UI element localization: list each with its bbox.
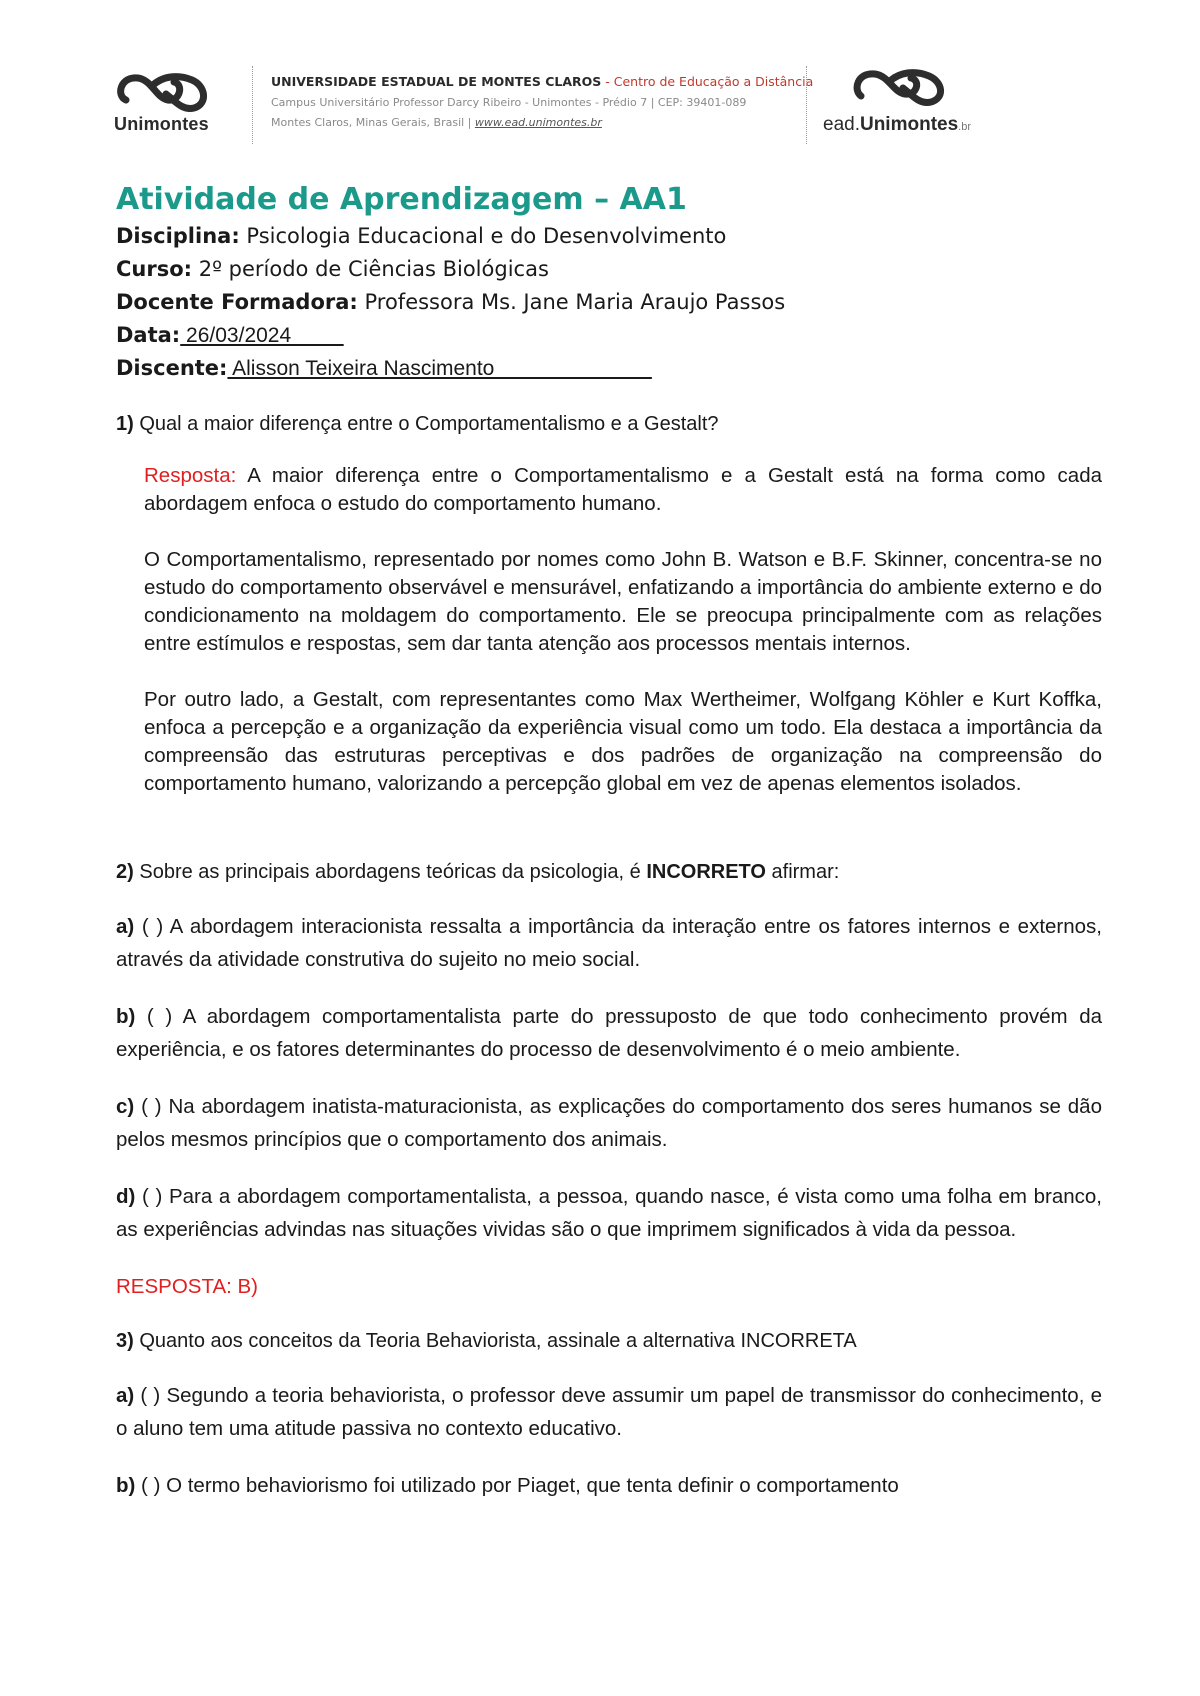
question-3: 3) Quanto aos conceitos da Teoria Behaviorista, assinale a alternativa INCORRETA (116, 1330, 857, 1352)
meta-data: Data: 26/03/2024 (116, 323, 344, 347)
unimontes-logo (112, 70, 232, 138)
document-header (0, 0, 1200, 160)
page-title: Atividade de Aprendizagem – AA1 (116, 182, 687, 217)
answer-1-paragraph-3: Por outro lado, a Gestalt, com representantes como Max Wertheimer, Wolfgang Köhler e Kurt Koffka, enfoca a percepção e a organização da experiência visual como um todo. Ela destaca a importância da compreensão das estruturas perceptivas e dos padrões de organização na compreensão do comportamento humano, valorizando a percepção global em vez de apenas elementos isolados. (144, 688, 1102, 795)
answer-label: Resposta: (144, 464, 237, 487)
ead-suffix: .br (958, 121, 972, 133)
meta-discente: Discente: Alisson Teixeira Nascimento (116, 356, 652, 380)
ead-unimontes-logo (823, 66, 983, 146)
university-name: UNIVERSIDADE ESTADUAL DE MONTES CLAROS (271, 74, 602, 89)
question-2: 2) Sobre as principais abordagens teóricas da psicologia, é INCORRETO afirmar: (116, 861, 840, 883)
left-logo-text: Unimontes (114, 114, 209, 134)
ead-prefix: ead. (823, 114, 860, 135)
header-divider-right (806, 66, 807, 144)
campus-address: Campus Universitário Professor Darcy Ribeiro - Unimontes - Prédio 7 | CEP: 39401-089 (271, 96, 747, 109)
question-2-option-c: c) ( ) Na abordagem inatista-maturacionista, as explicações do comportamento dos seres humanos se dão pelos mesmos princípios que o comportamento dos animais. (116, 1095, 1102, 1151)
answer-1-paragraph-1: Resposta: A maior diferença entre o Comportamentalismo e a Gestalt está na forma como cada abordagem enfoca o estudo do comportamento humano. (144, 464, 1102, 515)
meta-curso: Curso: 2º período de Ciências Biológicas (116, 257, 549, 281)
university-center: - Centro de Educação a Distância (601, 74, 814, 89)
question-2-option-a: a) ( ) A abordagem interacionista ressalta a importância da interação entre os fatores internos e externos, através da atividade construtiva do sujeito no meio social. (116, 915, 1102, 971)
city-text: Montes Claros, Minas Gerais, Brasil | (271, 116, 472, 129)
question-2-option-d: d) ( ) Para a abordagem comportamentalista, a pessoa, quando nasce, é vista como uma folha em branco, as experiências advindas nas situações vividas são o que imprimem significados à vida da pessoa. (116, 1185, 1102, 1241)
ead-logo-icon (851, 66, 971, 110)
question-3-option-a: a) ( ) Segundo a teoria behaviorista, o professor deve assumir um papel de transmissor do conhecimento, e o aluno tem uma atitude passiva no contexto educativo. (116, 1384, 1102, 1440)
meta-docente: Docente Formadora: Professora Ms. Jane Maria Araujo Passos (116, 290, 786, 314)
meta-disciplina: Disciplina: Psicologia Educacional e do Desenvolvimento (116, 224, 727, 248)
university-info (271, 74, 814, 129)
ead-name: Unimontes (859, 114, 959, 135)
unimontes-logo-icon (112, 70, 222, 116)
question-2-answer: RESPOSTA: B) (116, 1275, 259, 1298)
header-divider (252, 66, 253, 144)
document-body (116, 180, 1102, 1502)
question-3-option-b: b) ( ) O termo behaviorismo foi utilizado por Piaget, que tenta definir o comportamento (116, 1474, 899, 1497)
website-link[interactable]: www.ead.unimontes.br (474, 116, 602, 129)
question-2-option-b: b) ( ) A abordagem comportamentalista parte do pressuposto de que todo conhecimento provém da experiência, e os fatores determinantes do processo de desenvolvimento é o meio ambiente. (116, 1005, 1102, 1061)
answer-1 (144, 462, 1102, 798)
answer-1-paragraph-2: O Comportamentalismo, representado por nomes como John B. Watson e B.F. Skinner, concentra-se no estudo do comportamento observável e mensurável, enfatizando a importância do ambiente externo e do condicionamento na moldagem do comportamento. Ele se preocupa principalmente com as relações entre estímulos e respostas, sem dar tanta atenção aos processos mentais internos. (144, 548, 1102, 655)
question-1: 1) Qual a maior diferença entre o Comportamentalismo e a Gestalt? (116, 413, 719, 435)
